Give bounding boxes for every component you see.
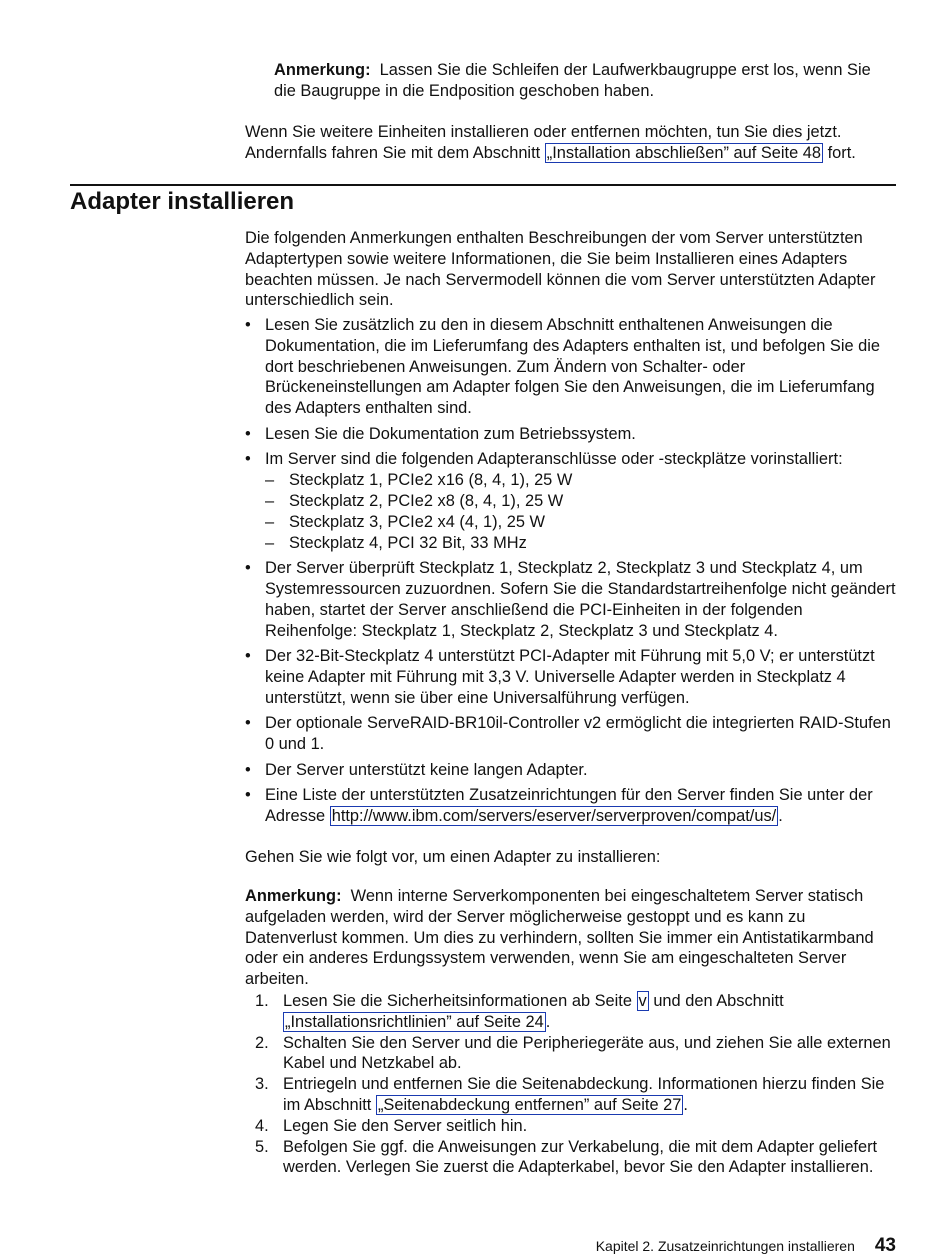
note-paragraph (245, 886, 897, 990)
step-item (245, 1033, 897, 1075)
list-item-text: Im Server sind die folgenden Adapteranschlüsse oder -steckplätze vorinstalliert: (265, 450, 843, 469)
list-item-text: Lesen Sie die Dokumentation zum Betriebssystem. (265, 424, 636, 443)
section-intro (245, 228, 897, 311)
slot-item: – Steckplatz 2, PCIe2 x8 (8, 4, 1), 25 W (265, 491, 897, 512)
intro-text-end: fort. (827, 143, 856, 162)
list-item (245, 713, 897, 755)
procedure-intro (245, 847, 897, 868)
step-text: Legen Sie den Server seitlich hin. (283, 1116, 528, 1135)
link-installation-abschliessen[interactable]: „Installation abschließen” auf Seite 48 (546, 143, 821, 162)
step-text: Befolgen Sie ggf. die Anweisungen zur Verkabelung, die mit dem Adapter geliefert werden. Verlegen Sie zuerst die Adapterkabel, bevor Sie den Adapter installieren. (283, 1137, 878, 1177)
step-number: 1. (255, 992, 269, 1010)
step-number: 5. (255, 1137, 269, 1156)
step-number: 3. (255, 1075, 269, 1094)
step-item (245, 1137, 897, 1179)
list-item (245, 424, 897, 445)
adapter-notes-list (245, 315, 897, 832)
step-item (245, 991, 897, 1033)
list-item-text: Lesen Sie zusätzlich zu den in diesem Abschnitt enthaltenen Anweisungen die Dokumentation, die im Lieferumfang des Adapters enthalten ist, und befolgen Sie die dort beschriebenen Anweisungen. Zum Ändern von Schalter- oder Brückeneinstellungen am Adapter folgen Sie den Anweisungen, die im Lieferumfang des Adapters enthalten sind. (265, 316, 881, 418)
note-label: Anmerkung: (274, 61, 371, 79)
page-number: 43 (874, 1235, 896, 1256)
list-item (245, 558, 897, 641)
list-item (245, 315, 897, 419)
list-item-text: Der 32-Bit-Steckplatz 4 unterstützt PCI-Adapter mit Führung mit 5,0 V; er unterstützt keine Adapter mit Führung mit 3,3 V. Universelle Adapter werden in Steckplatz 4 unterstützt, wenn sie über eine Universalführung verfügen. (265, 647, 875, 707)
procedure-steps (245, 991, 897, 1178)
step-number: 2. (255, 1033, 269, 1052)
note-text: Lassen Sie die Schleifen der Laufwerkbaugruppe erst los, wenn Sie die Baugruppe in die Endposition geschoben haben. (274, 61, 871, 100)
list-item (245, 646, 897, 708)
step-text: Schalten Sie den Server und die Peripheriegeräte aus, und ziehen Sie alle externen Kabel und Netzkabel ab. (283, 1033, 891, 1073)
section-intro-text: Die folgenden Anmerkungen enthalten Beschreibungen der vom Server unterstützten Adaptertypen sowie weitere Informationen, die Sie beim Installieren eines Adapters beachten müssen. Je nach Servermodell können die vom Server unterstützten Adapter unterschiedlich sein. (245, 229, 876, 310)
chapter-title: Kapitel 2. Zusatzeinrichtungen installieren (595, 1238, 855, 1254)
intro-text: Wenn Sie weitere Einheiten installieren oder entfernen möchten, tun Sie dies jetzt. Andernfalls fahren Sie mit dem Abschnitt (245, 123, 842, 162)
step-item (245, 1074, 897, 1116)
note-text: Wenn interne Serverkomponenten bei eingeschaltetem Server statisch aufgeladen werden, wird der Server möglicherweise gestoppt und es kann zu Datenverlust kommen. Um dies zu verhindern, sollten Sie immer ein Antistatikarmband oder ein anderes Erdungssystem verwenden, wenn Sie am eingeschalteten Server arbeiten. (245, 887, 874, 989)
section-rule (70, 184, 896, 186)
slot-item: – Steckplatz 1, PCIe2 x16 (8, 4, 1), 25 W (265, 470, 897, 491)
step-text: Entriegeln und entfernen Sie die Seitenabdeckung. Informationen hierzu finden Sie im Abschnitt (283, 1075, 885, 1114)
note-label: Anmerkung: (245, 887, 342, 905)
step-number: 4. (255, 1116, 269, 1135)
step-text-end: . (545, 1012, 551, 1031)
step-text-end: . (683, 1095, 688, 1114)
link-seitenabdeckung-entfernen[interactable]: „Seitenabdeckung entfernen” auf Seite 27 (377, 1095, 682, 1114)
step-text: Lesen Sie die Sicherheitsinformationen ab Seite (283, 992, 632, 1010)
intro-paragraph (245, 122, 900, 164)
note-block-static (245, 886, 897, 990)
list-item-text: Der optionale ServeRAID-BR10il-Controller v2 ermöglicht die integrierten RAID-Stufen 0 und 1. (265, 714, 891, 754)
slot-list (265, 470, 897, 553)
page-footer (0, 1236, 896, 1256)
procedure-intro-text: Gehen Sie wie folgt vor, um einen Adapter zu installieren: (245, 848, 661, 866)
list-item-text: Der Server überprüft Steckplatz 1, Steckplatz 2, Steckplatz 3 und Steckplatz 4, um Systemressourcen zuzuordnen. Sofern Sie die Standardstartreihenfolge nicht geändert haben, startet der Server anschließend die PCI-Einheiten in der folgenden Reihenfolge: Steckplatz 1, Steckplatz 2, Steckplatz 3 und Steckplatz 4. (265, 559, 896, 640)
note-paragraph (274, 60, 884, 102)
list-item-text: Der Server unterstützt keine langen Adapter. (265, 760, 588, 779)
list-item-text: Eine Liste der unterstützten Zusatzeinrichtungen für den Server finden Sie unter der Adresse (265, 786, 873, 826)
link-serverproven-url[interactable]: http://www.ibm.com/servers/eserver/serverproven/compat/us/ (331, 807, 777, 826)
link-page-v[interactable]: v (638, 992, 647, 1010)
list-item (245, 785, 897, 827)
step-item (245, 1116, 897, 1137)
slot-item: – Steckplatz 3, PCIe2 x4 (4, 1), 25 W (265, 512, 897, 533)
list-item (245, 449, 897, 553)
step-text: und den Abschnitt (653, 992, 784, 1010)
note-block-top (274, 60, 884, 102)
list-item-text-end: . (778, 807, 783, 826)
list-item (245, 760, 897, 781)
section-heading: Adapter installieren (70, 188, 295, 215)
slot-item: – Steckplatz 4, PCI 32 Bit, 33 MHz (265, 533, 897, 554)
link-installationsrichtlinien[interactable]: „Installationsrichtlinien” auf Seite 24 (285, 1012, 544, 1031)
